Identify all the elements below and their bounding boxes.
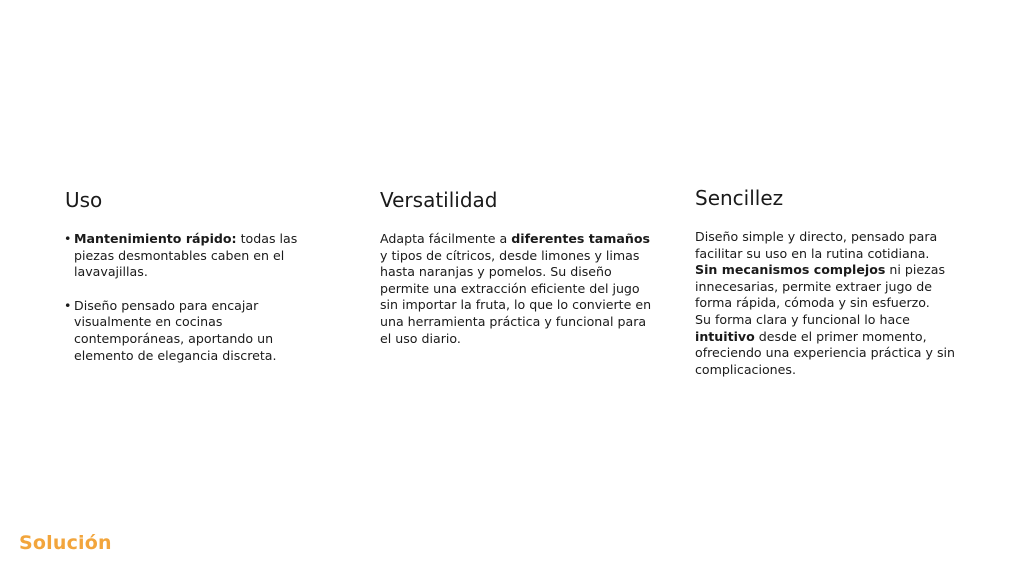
paragraph-bold: Sin mecanismos complejos [695, 262, 886, 278]
column-title: Sencillez [695, 186, 784, 210]
paragraph-text: Su forma clara y funcional lo hace [695, 311, 910, 327]
paragraph-bold: intuitivo [695, 328, 755, 344]
column-title: Versatilidad [380, 188, 498, 212]
paragraph-text: ni piezas innecesarias, permite extraer jugo de forma rápida, cómoda y sin esfuerzo. [695, 262, 946, 311]
column-sencillez [695, 186, 970, 378]
column-paragraph [695, 229, 970, 378]
bullet-list [65, 231, 305, 364]
column-paragraph [380, 231, 652, 347]
column-uso [65, 188, 305, 381]
column-versatilidad [380, 188, 652, 347]
bullet-bold: Mantenimiento rápido: [74, 231, 237, 246]
bullet-item [65, 298, 305, 364]
bullet-item [65, 231, 305, 281]
paragraph-text: Adapta fácilmente a [380, 231, 512, 246]
paragraph-text: y tipos de cítricos, desde limones y limas hasta naranjas y pomelos. Su diseño permite una extracción eficiente del jugo sin importar la fruta, lo que lo convierte en una herramienta práctica y funcional para el uso diario. [380, 247, 652, 346]
bullet-text: todas las piezas desmontables caben en el lavavajillas. [74, 231, 298, 280]
paragraph-text: desde el primer momento, ofreciendo una experiencia práctica y sin complicaciones. [695, 328, 955, 377]
column-title: Uso [65, 188, 103, 212]
paragraph-bold: diferentes tamaños [511, 231, 651, 246]
section-label: Solución [19, 532, 112, 554]
bullet-text: Diseño pensado para encajar visualmente en cocinas contemporáneas, aportando un elemento de elegancia discreta. [74, 297, 277, 363]
paragraph-text: Diseño simple y directo, pensado para facilitar su uso en la rutina cotidiana. [695, 229, 938, 261]
